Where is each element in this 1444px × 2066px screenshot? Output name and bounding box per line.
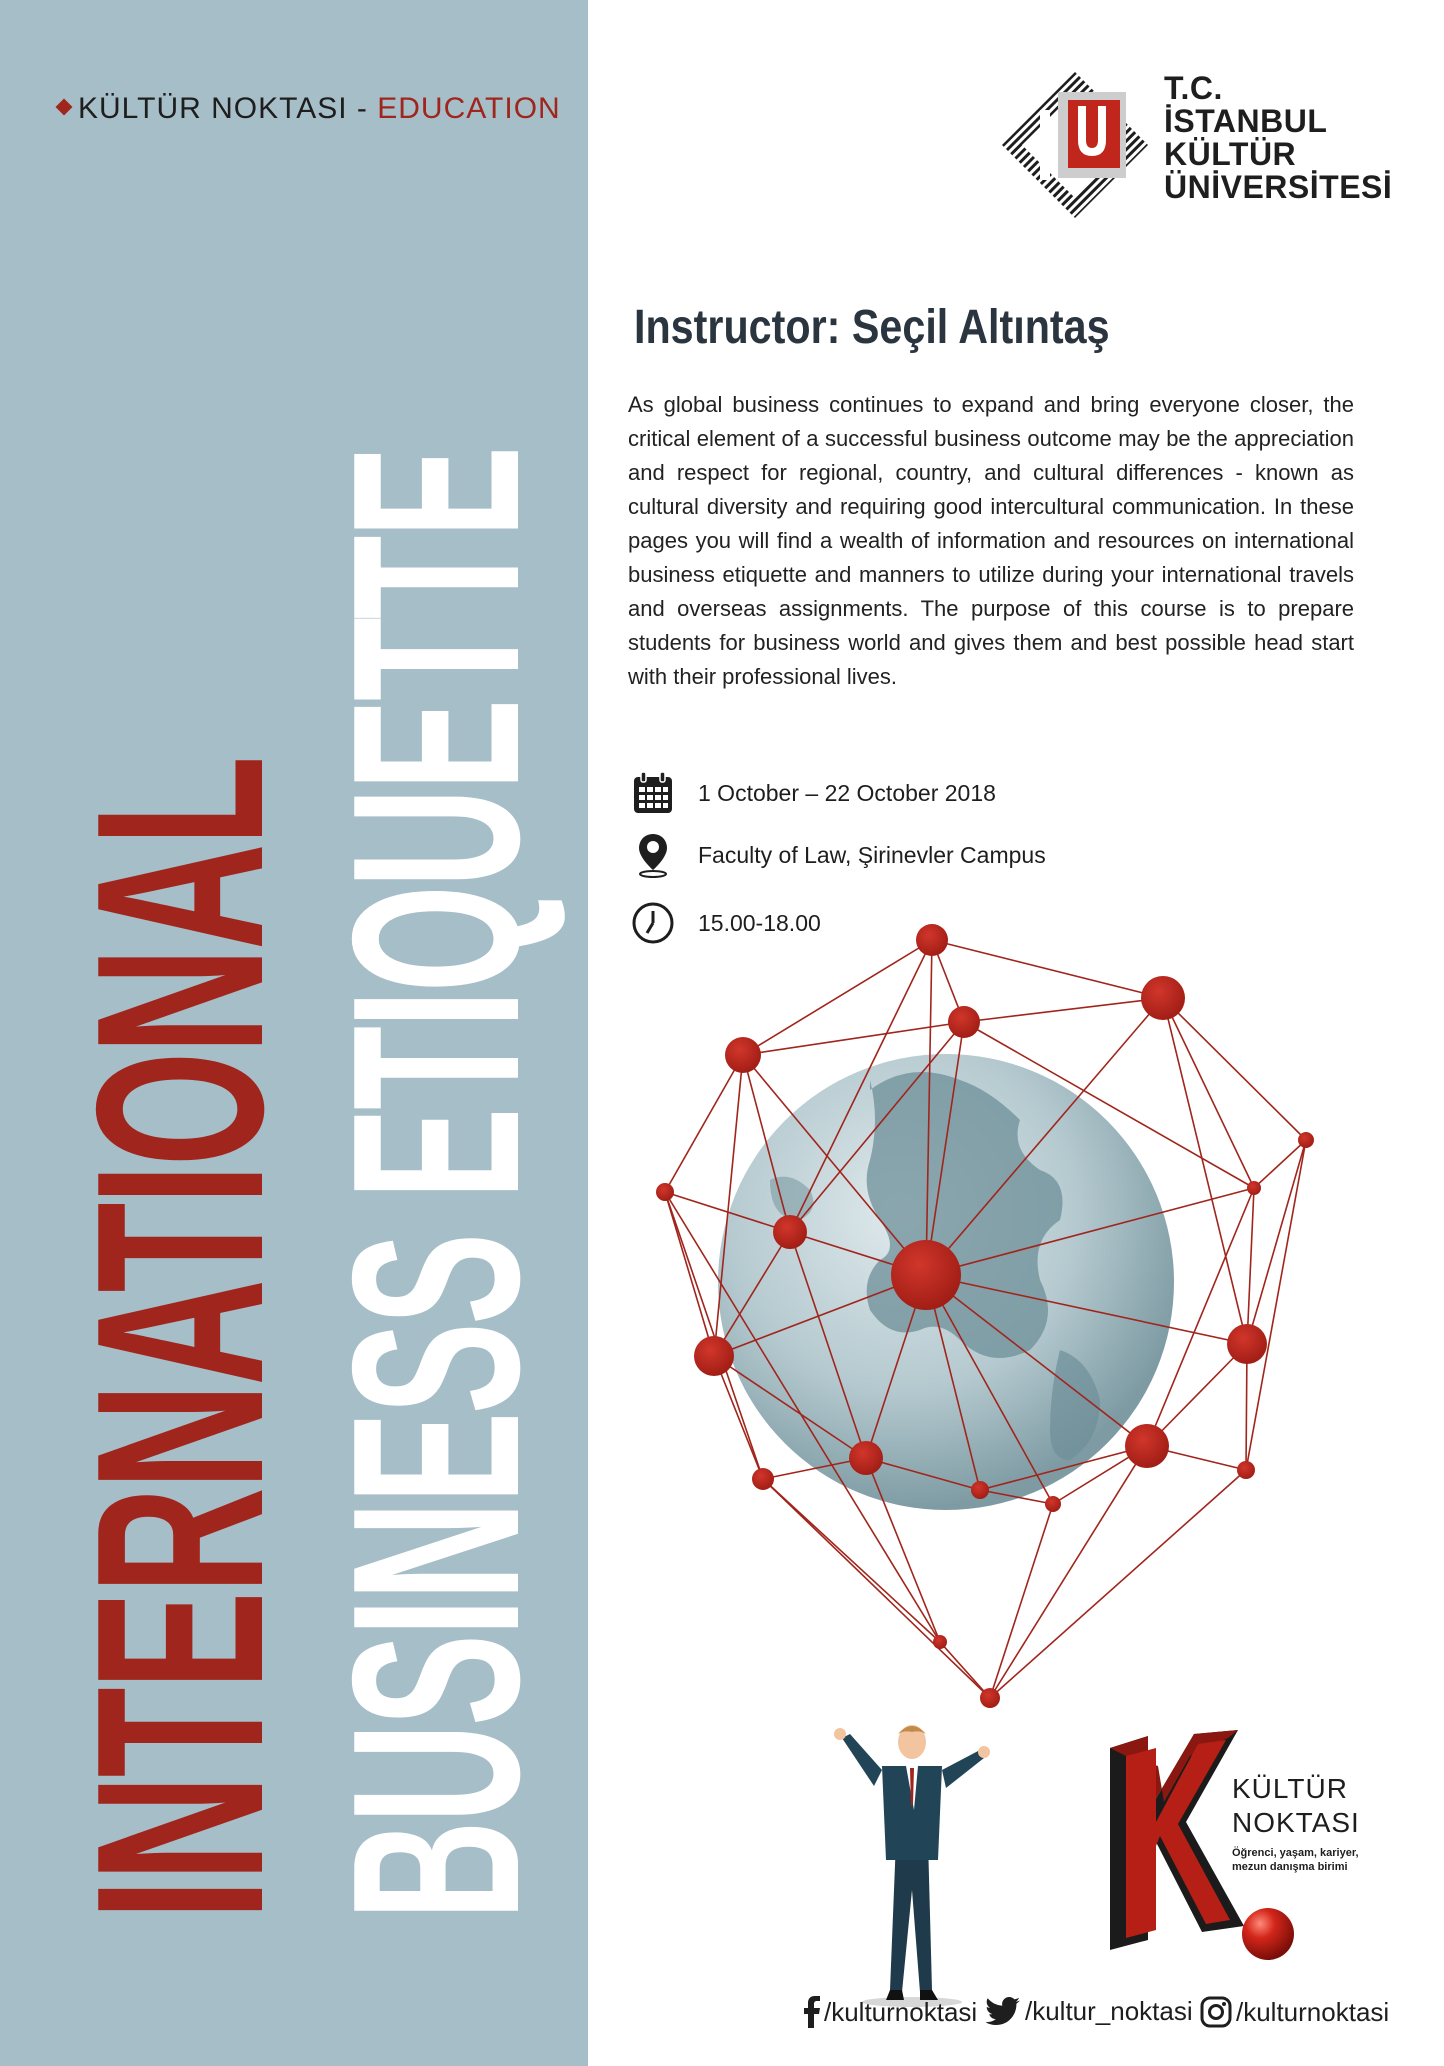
brand-accent: EDUCATION — [377, 92, 561, 125]
left-sidebar — [0, 0, 588, 2066]
facebook-icon — [802, 1996, 820, 2028]
calendar-icon — [630, 770, 676, 816]
network-node — [1227, 1324, 1267, 1364]
kultur-noktasi-name — [1232, 1772, 1360, 1840]
network-node — [849, 1441, 883, 1475]
title-international: INTERNATIONAL — [48, 758, 313, 1920]
instructor-heading: Instructor: Seçil Altıntaş — [634, 301, 1110, 354]
network-node — [1237, 1461, 1255, 1479]
facebook-link[interactable] — [802, 1996, 977, 2028]
network-node — [916, 924, 948, 956]
network-node — [1298, 1132, 1314, 1148]
network-node — [694, 1336, 734, 1376]
university-name — [1164, 72, 1392, 204]
network-edge — [990, 1470, 1246, 1698]
network-node — [971, 1481, 989, 1499]
date-text: 1 October – 22 October 2018 — [698, 779, 996, 806]
network-node — [891, 1240, 961, 1310]
kultur-noktasi-name-line: NOKTASI — [1232, 1807, 1360, 1838]
university-name-line: KÜLTÜR — [1164, 136, 1297, 172]
network-node — [1141, 976, 1185, 1020]
network-edge — [1163, 998, 1306, 1140]
university-name-line: ÜNİVERSİTESİ — [1164, 169, 1393, 205]
network-node — [656, 1183, 674, 1201]
globe-network-illustration — [640, 920, 1320, 1720]
network-node — [948, 1006, 980, 1038]
network-node — [752, 1468, 774, 1490]
instagram-link[interactable] — [1200, 1996, 1389, 2028]
network-edge — [932, 940, 1163, 998]
network-edge — [763, 1479, 990, 1698]
network-node — [773, 1215, 807, 1249]
network-node — [1045, 1496, 1061, 1512]
network-edge — [964, 998, 1163, 1022]
title-business-etiquette: BUSINESS ETIQUETTE — [304, 448, 569, 1921]
date-row — [630, 768, 996, 818]
university-name-line: T.C. — [1164, 70, 1223, 106]
brand-line — [58, 92, 561, 126]
network-node — [980, 1688, 1000, 1708]
network-edge — [1163, 998, 1247, 1344]
network-node — [1247, 1181, 1261, 1195]
twitter-handle: /kultur_noktasi — [1025, 1996, 1193, 2026]
network-edge — [665, 1192, 714, 1356]
twitter-link[interactable] — [985, 1996, 1193, 2027]
course-description: As global business continues to expand and bring everyone closer, the critical element of a successful business outcome may be the appreciation and respect for regional, country, and cultural differences - known as cultural diversity and requiring good intercultural communication. In these pages you will find a wealth of information and resources on international business etiquette and manners to utilize during your international travels and overseas assignments. The purpose of this course is to prepare students for business world and gives them and best possible head start with their professional lives. — [628, 392, 1354, 689]
network-edge — [1247, 1140, 1306, 1344]
brand-bullet-icon — [56, 99, 73, 116]
university-name-line: İSTANBUL — [1164, 103, 1328, 139]
brand-prefix: KÜLTÜR NOKTASI - — [78, 92, 378, 125]
location-row — [630, 830, 1046, 880]
network-edge — [1163, 998, 1254, 1188]
network-node — [1125, 1424, 1169, 1468]
university-logo-icon — [1000, 70, 1150, 220]
network-node — [933, 1635, 947, 1649]
instagram-icon — [1200, 1996, 1232, 2028]
facebook-handle: /kulturnoktasi — [824, 1996, 978, 2027]
time-text: 15.00-18.00 — [698, 909, 821, 936]
location-text: Faculty of Law, Şirinevler Campus — [698, 841, 1046, 868]
location-pin-icon — [630, 832, 676, 878]
network-node — [725, 1037, 761, 1073]
network-edge — [940, 1642, 990, 1698]
businessman-illustration — [820, 1720, 990, 2010]
kultur-noktasi-name-line: KÜLTÜR — [1232, 1773, 1348, 1804]
twitter-icon — [985, 1997, 1021, 2027]
instagram-handle: /kulturnoktasi — [1236, 1996, 1390, 2027]
kultur-noktasi-tagline: Öğrenci, yaşam, kariyer, mezun danışma birimi — [1232, 1847, 1359, 1873]
